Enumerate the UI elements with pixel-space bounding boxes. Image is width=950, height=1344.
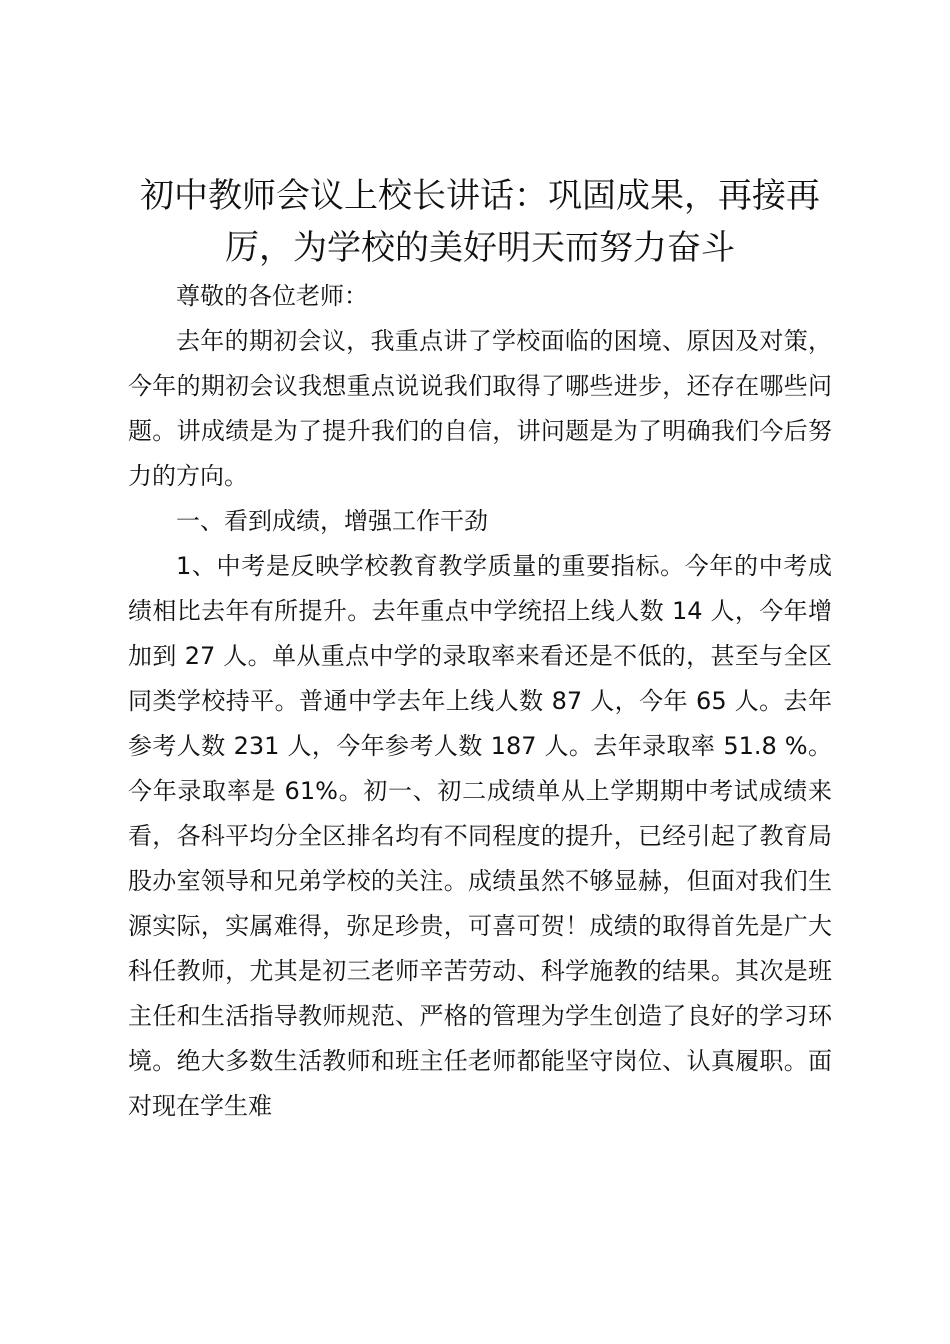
salutation: 尊敬的各位老师： xyxy=(176,282,368,310)
section-heading: 一、看到成绩，增强工作干劲 xyxy=(176,507,488,535)
document-page xyxy=(128,170,832,1129)
document-title: 初中教师会议上校长讲话：巩固成果，再接再厉，为学校的美好明天而努力奋斗 xyxy=(140,176,820,268)
intro-paragraph: 去年的期初会议，我重点讲了学校面临的困境、原因及对策，今年的期初会议我想重点说说我们取得了哪些进步，还存在哪些问题。讲成绩是为了提升我们的自信，讲问题是为了明确我们今后努力的方向。 xyxy=(128,327,832,490)
section-paragraph: 1、中考是反映学校教育教学质量的重要指标。今年的中考成绩相比去年有所提升。去年重点中学统招上线人数 14 人，今年增加到 27 人。单从重点中学的录取率来看还是不低的，甚至与全区同类学校持平。普通中学去年上线人数 87 人，今年 65 人。去年参考人数 231 人，今年参考人数 187 人。去年录取率 51.8 %。今年录取率是 61%。初一、初二成绩单从上学期期中考试成绩来看，各科平均分全区排名均有不同程度的提升，已经引起了教育局股办室领导和兄弟学校的关注。成绩虽然不够显赫，但面对我们生源实际，实属难得，弥足珍贵，可喜可贺！成绩的取得首先是广大科任教师，尤其是初三老师辛苦劳动、科学施教的结果。其次是班主任和生活指导教师规范、严格的管理为学生创造了良好的学习环境。绝大多数生活教师和班主任老师都能坚守岗位、认真履职。面对现在学生难 xyxy=(128,552,832,1120)
